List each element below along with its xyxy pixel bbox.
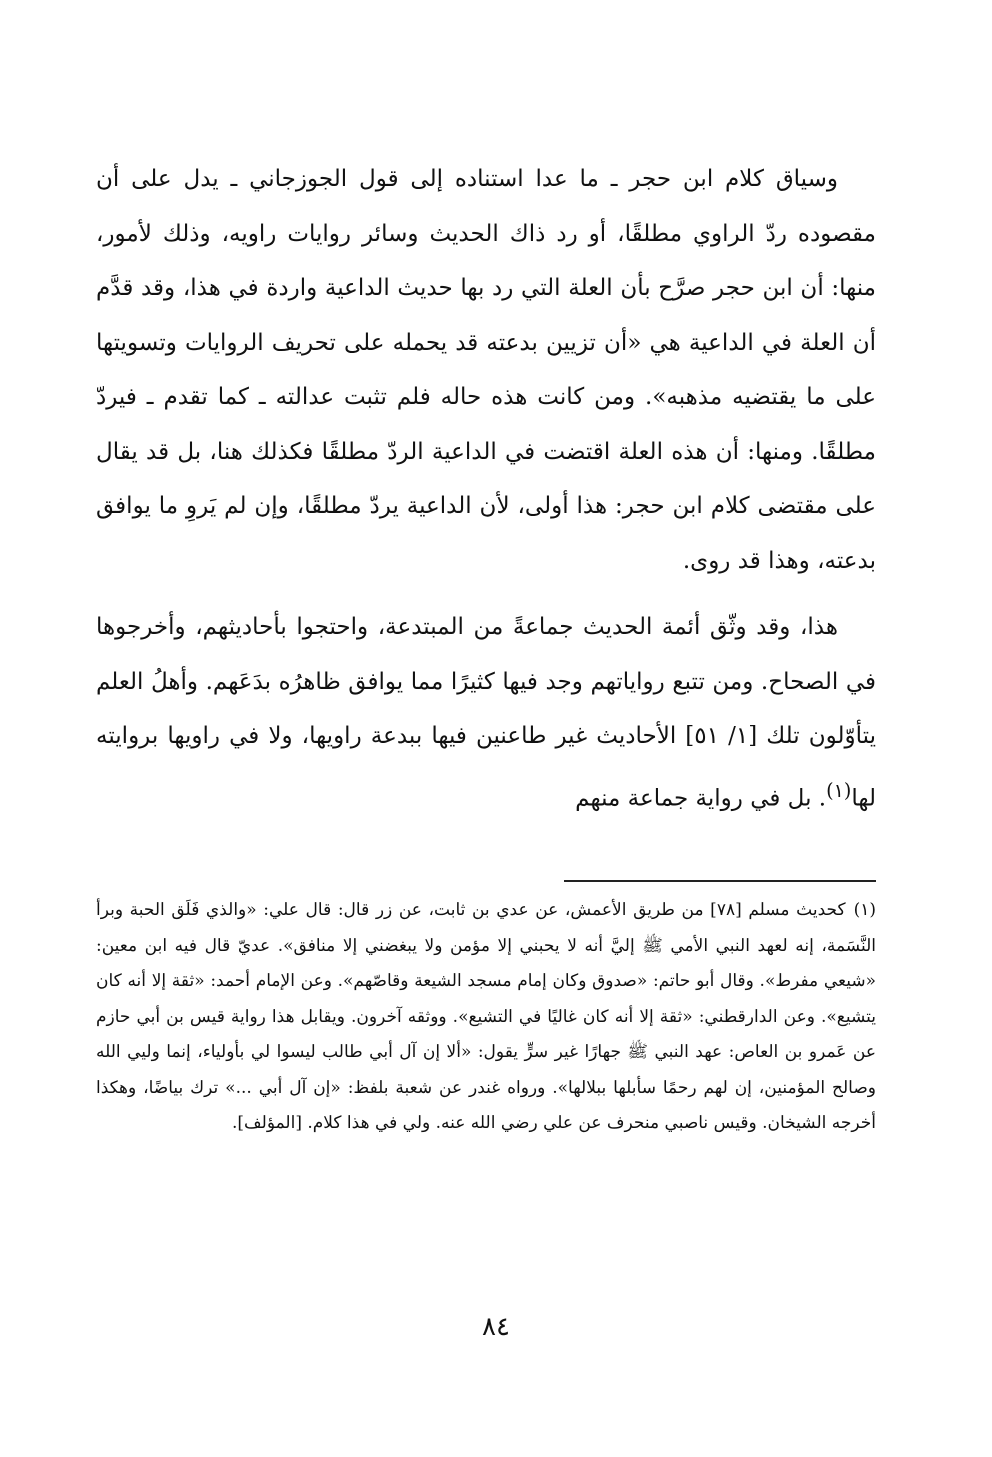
footnote-separator — [564, 880, 876, 882]
page-number: ٨٤ — [482, 1312, 510, 1342]
footnote — [96, 893, 876, 1142]
paragraph-2 — [96, 600, 876, 826]
main-text — [96, 152, 876, 826]
paragraph-2-tail: . بل في رواية جماعة منهم — [575, 785, 827, 812]
footnote-text: كحديث مسلم [٧٨] من طريق الأعمش، عن عدي بن ثابت، عن زر قال: قال علي: «والذي فَلَق الحبة وبرأ النَّسَمة، إنه لعهد النبي الأمي ﷺ إليَّ أنه لا يحبني إلا مؤمن ولا يبغضني إلا منافق». عديّ قال فيه ابن معين: «شيعي مفرط». وقال أبو حاتم: «صدوق وكان إمام مسجد الشيعة وقاصّهم». وعن الإمام أحمد: «ثقة إلا أنه كان يتشيع». وعن الدارقطني: «ثقة إلا أنه كان غاليًا في التشيع». ووثقه آخرون. ويقابل هذا رواية قيس بن أبي حازم عن عَمرو بن العاص: عهد النبي ﷺ جهارًا غير سرٍّ يقول: «ألا إن آل أبي طالب ليسوا لي بأولياء، إنما وليي الله وصالح المؤمنين، إن لهم رحمًا سأبلها ببلالها». ورواه غندر عن شعبة بلفظ: «إن آل أبي ...» ترك بياضًا، وهكذا أخرجه الشيخان. وقيس ناصبي منحرف عن علي رضي الله عنه. ولي في هذا كلام. [المؤلف]. — [96, 900, 876, 1133]
footnote-number: (١) — [853, 900, 876, 920]
paragraph-2-main: هذا، وقد وثّق أئمة الحديث جماعةً من المبتدعة، واحتجوا بأحاديثهم، وأخرجوها في الصحاح. ومن تتبع رواياتهم وجد فيها كثيرًا مما يوافق ظاهرُه بدَعَهم. وأهلُ العلم يتأوّلون تلك [١/ ٥١] الأحاديث غير طاعنين فيها ببدعة راويها، ولا في راويها بروايته لها — [96, 614, 876, 812]
paragraph-1: وسياق كلام ابن حجر ـ ما عدا استناده إلى قول الجوزجاني ـ يدل على أن مقصوده ردّ الراوي مطلقًا، أو رد ذاك الحديث وسائر روايات راويه، وذلك لأمور، منها: أن ابن حجر صرَّح بأن العلة التي رد بها حديث الداعية واردة في هذا، وقد قدَّم أن العلة في الداعية هي «أن تزيين بدعته قد يحمله على تحريف الروايات وتسويتها على ما يقتضيه مذهبه». ومن كانت هذه حاله فلم تثبت عدالته ـ كما تقدم ـ فيردّ مطلقًا. ومنها: أن هذه العلة اقتضت في الداعية الردّ مطلقًا فكذلك هنا، بل قد يقال على مقتضى كلام ابن حجر: هذا أولى، لأن الداعية يردّ مطلقًا، وإن لم يَروِ ما يوافق بدعته، وهذا قد روى. — [96, 166, 876, 574]
footnote-reference[interactable]: (١) — [826, 778, 852, 802]
